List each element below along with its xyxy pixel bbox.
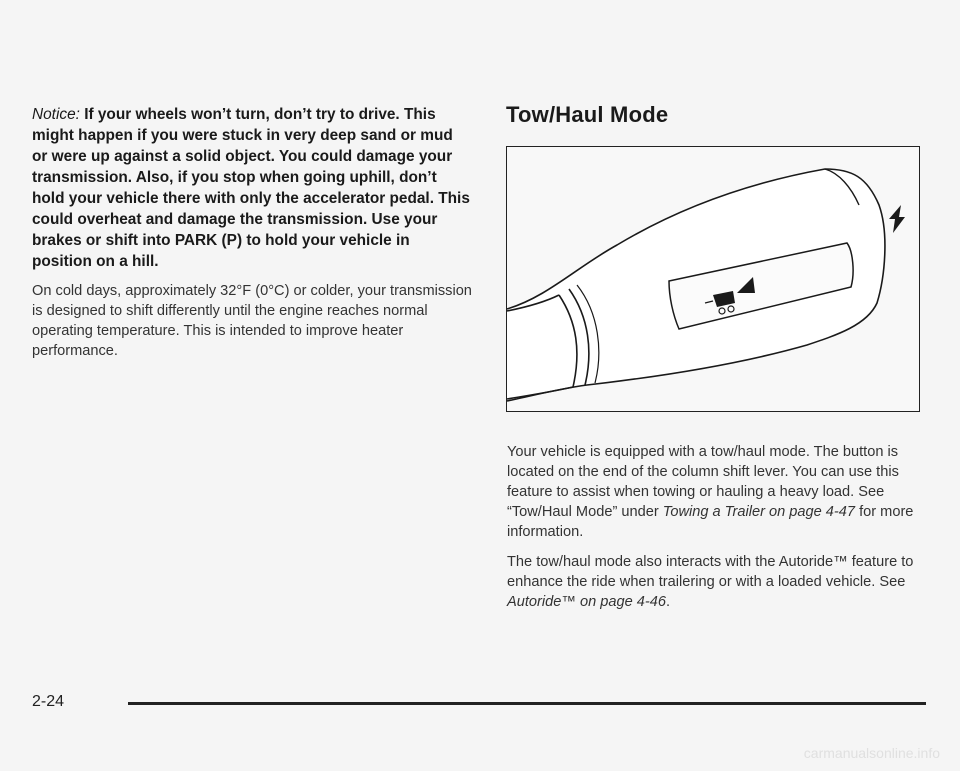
notice-label: Notice: <box>32 106 80 123</box>
footer-rule <box>128 702 926 705</box>
left-column <box>32 104 472 361</box>
tow-haul-paragraph-2 <box>507 552 927 612</box>
autoride-reference: Autoride™ on page 4-46 <box>507 594 667 610</box>
tow-haul-paragraph-1 <box>507 442 927 542</box>
cold-days-paragraph: On cold days, approximately 32°F (0°C) or colder, your transmission is designed to shift differently until the engine reaches normal operating temperature. This is intended to improve heater performance. <box>32 283 472 359</box>
p1-text: Your vehicle is equipped with a tow/haul mode. The button is located on the end of the column shift lever. You can use this feature to assist when towing or hauling a heavy load. See “Tow/Haul Mode” under <box>507 444 899 520</box>
tow-haul-lever-icon <box>507 147 918 410</box>
towing-trailer-reference: Towing a Trailer on page 4-47 <box>662 504 856 520</box>
p2-text: The tow/haul mode also interacts with the Autoride™ feature to enhance the ride when trailering or with a loaded vehicle. See <box>507 554 914 590</box>
notice-block <box>32 104 472 272</box>
notice-text: If your wheels won’t turn, don’t try to drive. This might happen if you were stuck in very deep sand or mud or were up against a solid object. You could damage your transmission. Also, if you stop when going uphill, don’t hold your vehicle there with only the accelerator pedal. This could overheat and damage the transmission. Use your brakes or shift into PARK (P) to hold your vehicle in position on a hill. <box>32 106 470 270</box>
site-watermark: carmanualsonline.info <box>803 745 940 761</box>
section-title: Tow/Haul Mode <box>506 102 669 127</box>
tow-haul-lever-figure <box>506 146 920 412</box>
tow-haul-description <box>507 442 927 622</box>
p2-tail: . <box>666 594 671 610</box>
p1-tail: for more information. <box>507 504 914 540</box>
page-number: 2-24 <box>32 693 65 710</box>
